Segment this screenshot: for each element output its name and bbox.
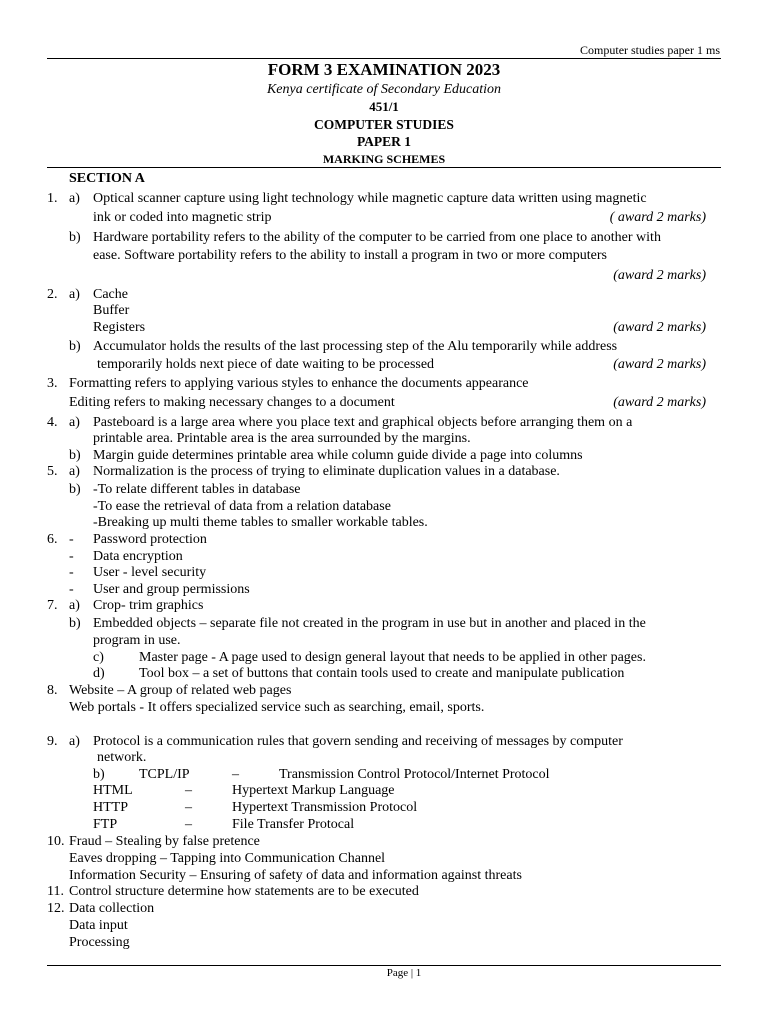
text-line: Embedded objects – separate file not created in the program in use but in another and placed in the <box>93 616 646 631</box>
text-line: printable area. Printable area is the area surrounded by the margins. <box>93 431 471 446</box>
text-line: – <box>185 800 192 815</box>
text-line: - <box>69 565 74 580</box>
text-line: Normalization is the process of trying to eliminate duplication values in a database. <box>93 464 560 479</box>
text-line: - <box>69 532 74 547</box>
title-rule <box>47 167 721 168</box>
text-line: Hypertext Transmission Protocol <box>232 800 418 815</box>
text-line: 9. <box>47 734 58 749</box>
text-line: – <box>185 817 192 832</box>
text-line: FTP <box>93 817 118 832</box>
text-line: Crop- trim graphics <box>93 598 204 613</box>
award-marks-note: (award 2 marks) <box>613 357 706 372</box>
text-line: 10. <box>47 834 65 849</box>
text-line: temporarily holds next piece of date waiting to be processed <box>97 357 435 372</box>
text-line: – <box>185 783 192 798</box>
exam-subtitle: Kenya certificate of Secondary Education <box>266 82 502 97</box>
text-line: Pasteboard is a large area where you place text and graphical objects before arranging them on a <box>93 415 633 430</box>
award-marks-note: (award 2 marks) <box>613 395 706 410</box>
section-heading: SECTION A <box>69 171 145 186</box>
text-line: Eaves dropping – Tapping into Communication Channel <box>69 851 386 866</box>
text-line: – <box>232 767 239 782</box>
header-rule <box>47 58 721 59</box>
award-marks-note: (award 2 marks) <box>613 268 706 283</box>
text-line: b) <box>69 616 81 631</box>
text-line: Data encryption <box>93 549 183 564</box>
text-line: Margin guide determines printable area while column guide divide a page into columns <box>93 448 583 463</box>
text-line: HTML <box>93 783 133 798</box>
text-line: 12. <box>47 901 65 916</box>
subject-title: COMPUTER STUDIES <box>314 117 454 132</box>
text-line: Hypertext Markup Language <box>232 783 395 798</box>
text-line: a) <box>69 734 80 749</box>
text-line: 3. <box>47 376 58 391</box>
text-line: Hardware portability refers to the ability of the computer to be carried from one place to another with <box>93 230 661 245</box>
text-line: a) <box>69 287 80 302</box>
text-line: User - level security <box>93 565 207 580</box>
text-line: User and group permissions <box>93 582 250 597</box>
text-line: a) <box>69 464 80 479</box>
text-line: -To ease the retrieval of data from a relation database <box>93 499 391 514</box>
text-line: Password protection <box>93 532 207 547</box>
text-line: b) <box>93 767 105 782</box>
text-line: -Breaking up multi theme tables to smaller workable tables. <box>93 515 428 530</box>
text-line: Protocol is a communication rules that govern sending and receiving of messages by computer <box>93 734 623 749</box>
text-line: Fraud – Stealing by false pretence <box>69 834 260 849</box>
text-line: Information Security – Ensuring of safety of data and information against threats <box>69 868 522 883</box>
paper-number: PAPER 1 <box>356 134 412 149</box>
text-line: b) <box>69 339 81 354</box>
text-line: Web portals - It offers specialized service such as searching, email, sports. <box>69 700 485 715</box>
text-line: ease. Software portability refers to the ability to install a program in two or more computers <box>93 248 607 263</box>
footer-rule <box>47 965 721 966</box>
text-line: Editing refers to making necessary changes to a document <box>69 395 395 410</box>
text-line: b) <box>69 482 81 497</box>
text-line: program in use. <box>93 633 181 648</box>
award-marks-note: (award 2 marks) <box>613 320 706 335</box>
text-line: a) <box>69 191 80 206</box>
paper-code: 451/1 <box>369 99 399 114</box>
text-line: a) <box>69 415 80 430</box>
text-line: 6. <box>47 532 58 547</box>
text-line: Buffer <box>93 303 130 318</box>
text-line: 11. <box>47 884 64 899</box>
text-line: 7. <box>47 598 58 613</box>
text-line: HTTP <box>93 800 128 815</box>
running-header: Computer studies paper 1 ms <box>580 43 720 57</box>
text-line: b) <box>69 230 81 245</box>
text-line: Processing <box>69 935 130 950</box>
text-line: 5. <box>47 464 58 479</box>
text-line: ink or coded into magnetic strip <box>93 210 272 225</box>
text-line: a) <box>69 598 80 613</box>
text-line: Optical scanner capture using light technology while magnetic capture data written using magnetic <box>93 191 647 206</box>
text-line: 2. <box>47 287 58 302</box>
text-line: b) <box>69 448 81 463</box>
exam-title: FORM 3 EXAMINATION 2023 <box>267 60 501 79</box>
text-line: d) <box>93 666 105 681</box>
text-line: 8. <box>47 683 58 698</box>
text-line: network. <box>97 750 147 765</box>
text-line: 1. <box>47 191 58 206</box>
text-line: 4. <box>47 415 58 430</box>
text-line: Control structure determine how statements are to be executed <box>69 884 419 899</box>
text-line: Tool box – a set of buttons that contain tools used to create and manipulate publication <box>139 666 625 681</box>
text-line: Data input <box>69 918 128 933</box>
text-line: Accumulator holds the results of the last processing step of the Alu temporarily while address <box>93 339 618 354</box>
text-line: Transmission Control Protocol/Internet Protocol <box>279 767 550 782</box>
text-line: -To relate different tables in database <box>93 482 301 497</box>
text-line: Cache <box>93 287 128 302</box>
page-number: Page | 1 <box>386 967 422 979</box>
text-line: Website – A group of related web pages <box>69 683 292 698</box>
text-line: Data collection <box>69 901 155 916</box>
text-line: - <box>69 549 74 564</box>
award-marks-note: ( award 2 marks) <box>609 210 706 225</box>
text-line: TCPL/IP <box>139 767 190 782</box>
text-line: Formatting refers to applying various styles to enhance the documents appearance <box>69 376 529 391</box>
text-line: c) <box>93 650 104 665</box>
text-line: Master page - A page used to design general layout that needs to be applied in other pages. <box>139 650 646 665</box>
text-line: - <box>69 582 74 597</box>
text-line: Registers <box>93 320 146 335</box>
marking-scheme-title: MARKING SCHEMES <box>322 152 446 166</box>
text-line: File Transfer Protocal <box>232 817 355 832</box>
